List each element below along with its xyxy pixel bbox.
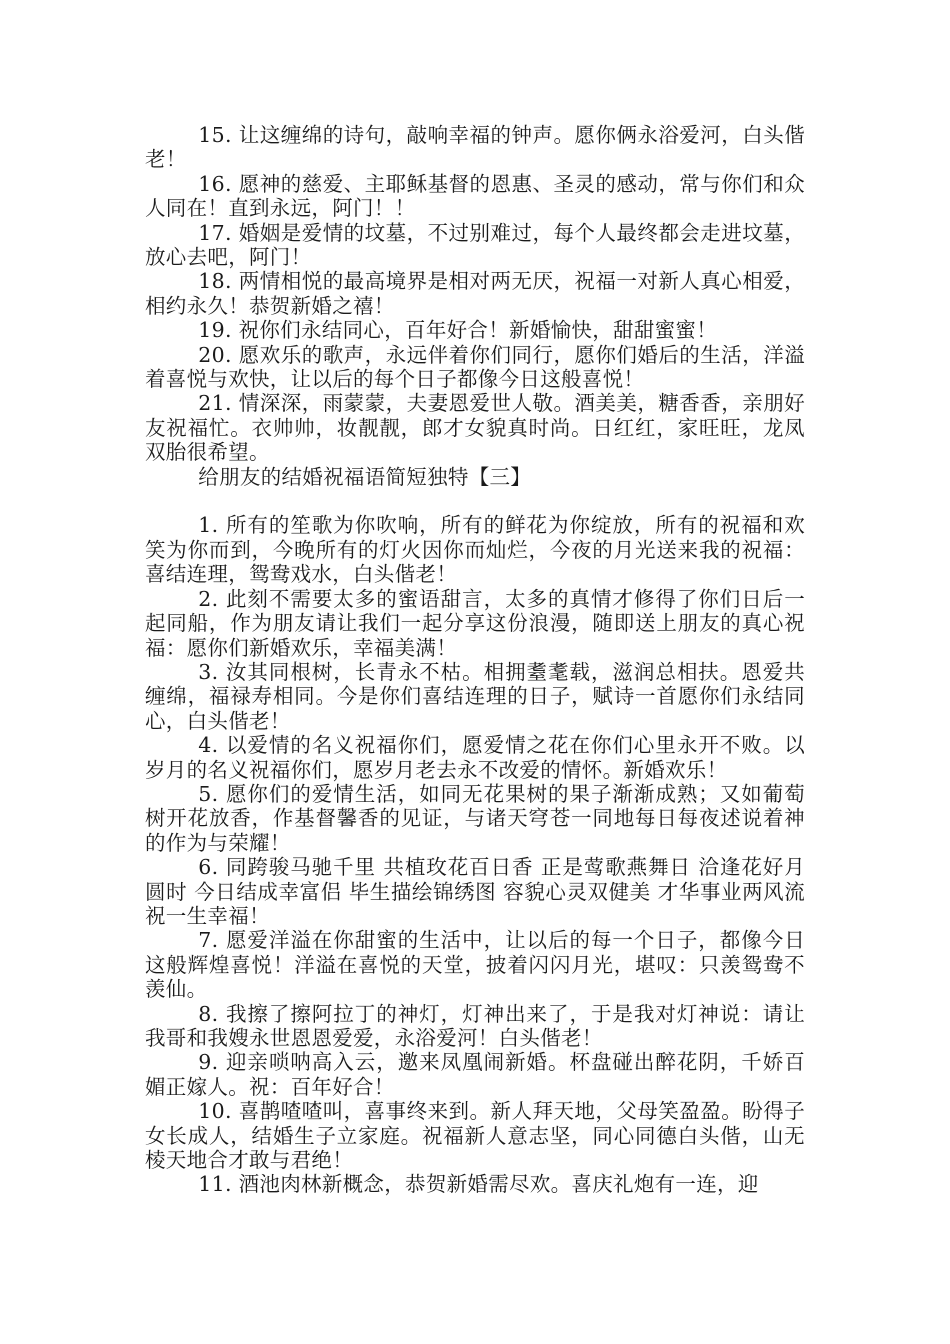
list-item: 20. 愿欢乐的歌声，永远伴着你们同行，愿你们婚后的生活，洋溢着喜悦与欢快，让以后的每个日子都像今日这般喜悦！: [145, 342, 805, 392]
document-body: [145, 123, 805, 1197]
list-item: 16. 愿神的慈爱、主耶稣基督的恩惠、圣灵的感动，常与你们和众人同在！直到永远，阿门！！: [145, 171, 805, 221]
list-item: 11. 酒池肉林新概念，恭贺新婚需尽欢。喜庆礼炮有一连，迎: [198, 1172, 759, 1197]
list-item: 9. 迎亲唢呐高入云，邀来凤凰闹新婚。杯盘碰出醉花阴，千娇百媚正嫁人。祝：百年好合！: [145, 1050, 805, 1099]
list-item: 15. 让这缠绵的诗句，敲响幸福的钟声。愿你俩永浴爱河，白头偕老！: [145, 123, 805, 172]
list-item: 19. 祝你们永结同心，百年好合！新婚愉快，甜甜蜜蜜！: [198, 318, 718, 343]
list-item: 6. 同跨骏马驰千里 共植玫花百日香 正是莺歌燕舞日 洽逢花好月圆时 今日结成幸富侣 毕生描绘锦绣图 容貌心灵双健美 才华事业两风流 祝一生幸福！: [145, 855, 805, 928]
list-item: 3. 汝其同根树，长青永不枯。相拥耋耄载，滋润总相扶。恩爱共缠绵，福禄寿相同。今是你们喜结连理的日子，赋诗一首愿你们永结同心，白头偕老！: [145, 659, 805, 733]
list-item: 8. 我擦了擦阿拉丁的神灯，灯神出来了，于是我对灯神说：请让我哥和我嫂永世恩恩爱爱，永浴爱河！白头偕老！: [145, 1001, 805, 1051]
list-item: 1. 所有的笙歌为你吹响，所有的鲜花为你绽放，所有的祝福和欢笑为你而到，今晚所有的灯火因你而灿烂，今夜的月光送来我的祝福：喜结连理，鸳鸯戏水，白头偕老！: [145, 513, 805, 587]
blank-line: [145, 489, 805, 513]
list-item: 10. 喜鹊喳喳叫，喜事终来到。新人拜天地，父母笑盈盈。盼得子女长成人，结婚生子立家庭。祝福新人意志坚，同心同德白头偕，山无棱天地合才敢与君绝！: [145, 1099, 805, 1173]
list-item: 4. 以爱情的名义祝福你们，愿爱情之花在你们心里永开不败。以岁月的名义祝福你们，愿岁月老去永不改爱的情怀。新婚欢乐！: [145, 733, 805, 782]
section-heading: 给朋友的结婚祝福语简短独特【三】: [198, 464, 532, 489]
list-item: 7. 愿爱洋溢在你甜蜜的生活中，让以后的每一个日子，都像今日这般辉煌喜悦！洋溢在喜悦的天堂，披着闪闪月光，堪叹：只羡鸳鸯不羡仙。: [145, 928, 805, 1002]
list-item: 17. 婚姻是爱情的坟墓，不过别难过，每个人最终都会走进坟墓，放心去吧，阿门！: [145, 220, 805, 270]
list-item: 5. 愿你们的爱情生活，如同无花果树的果子渐渐成熟；又如葡萄树开花放香，作基督馨香的见证，与诸天穹苍一同地每日每夜述说着神的作为与荣耀！: [145, 781, 805, 855]
list-item: 21. 情深深，雨蒙蒙，夫妻恩爱世人敬。酒美美，糖香香，亲朋好友祝福忙。衣帅帅，妆靓靓，郎才女貌真时尚。日红红，家旺旺，龙凤双胎很希望。: [145, 391, 805, 465]
list-item: 18. 两情相悦的最高境界是相对两无厌，祝福一对新人真心相爱，相约永久！恭贺新婚之禧！: [145, 269, 805, 318]
list-item: 2. 此刻不需要太多的蜜语甜言，太多的真情才修得了你们日后一起同船，作为朋友请让我们一起分享这份浪漫，随即送上朋友的真心祝福：愿你们新婚欢乐，幸福美满！: [145, 586, 805, 660]
